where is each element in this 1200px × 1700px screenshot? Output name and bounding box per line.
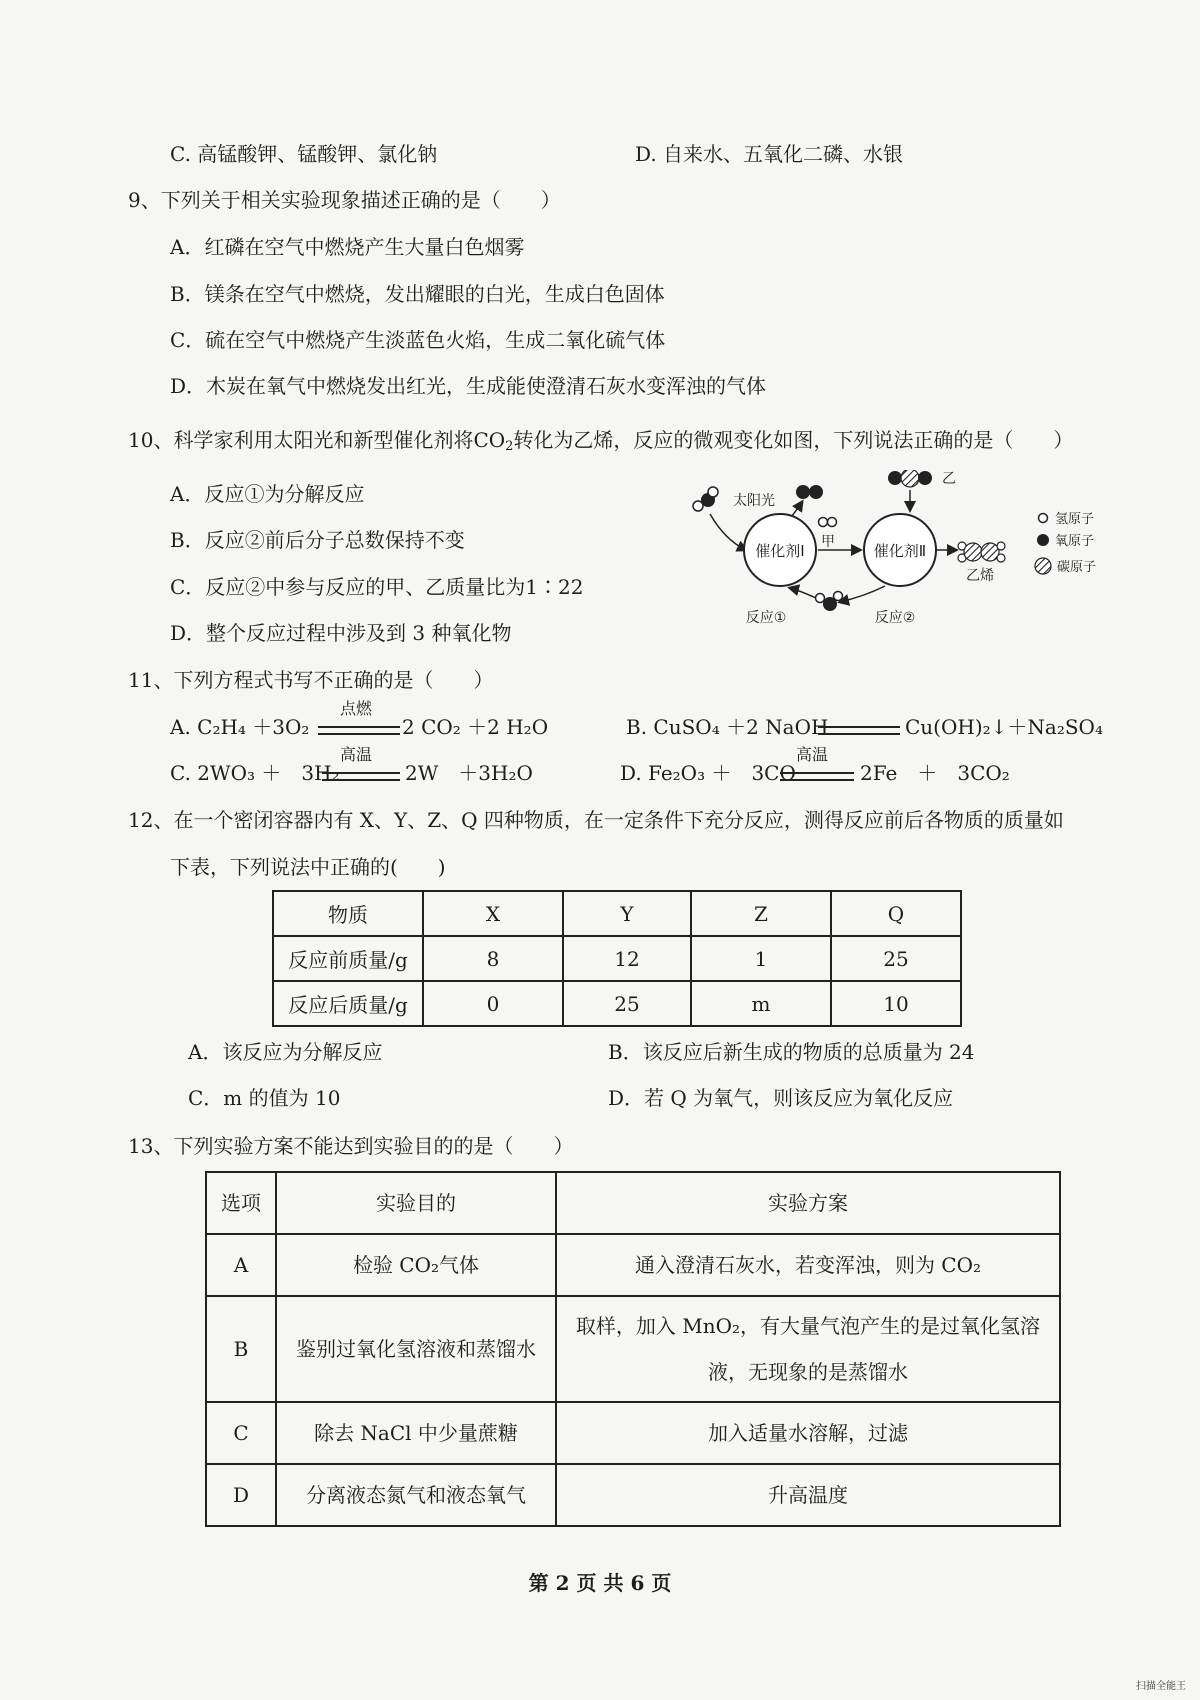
q10-stem-sub: 2 — [505, 439, 514, 454]
q9-option-b: B．镁条在空气中燃烧，发出耀眼的白光，生成白色固体 — [170, 282, 665, 306]
table-row — [206, 1234, 1060, 1296]
legend-hydrogen: 氢原子 — [1055, 512, 1095, 527]
q11-d-lhs: D. Fe₂O₃ ＋ 3CO — [620, 761, 796, 785]
q12-option-c: C．m 的值为 10 — [188, 1086, 341, 1110]
q11-a-equals — [318, 726, 400, 735]
ethylene-molecule-icon — [958, 542, 1005, 562]
q10-stem — [128, 426, 1073, 454]
table-cell: 0 — [423, 981, 563, 1026]
hydrogen-atom-icon — [1039, 514, 1048, 523]
table-cell: 8 — [423, 936, 563, 981]
reaction-1-label: 反应① — [745, 610, 787, 626]
q11-c-equals — [322, 772, 400, 781]
table-header-cell: 物质 — [273, 891, 423, 936]
table-cell: 1 — [691, 936, 831, 981]
table-header-cell: Z — [691, 891, 831, 936]
water-molecule-icon — [816, 592, 843, 612]
q9-stem: 9、下列关于相关实验现象描述正确的是（ ） — [128, 188, 561, 212]
table-cell: 除去 NaCl 中少量蔗糖 — [276, 1402, 556, 1464]
table-header-cell: Y — [563, 891, 691, 936]
table-cell: 分离液态氮气和液态氧气 — [276, 1464, 556, 1526]
q11-a-condition: 点燃 — [340, 699, 373, 718]
q13-stem: 13、下列实验方案不能达到实验目的的是（ ） — [128, 1134, 574, 1158]
yi-label: 乙 — [942, 471, 956, 487]
sunlight-label: 太阳光 — [733, 493, 775, 509]
table-cell: 鉴别过氧化氢溶液和蒸馏水 — [276, 1296, 556, 1402]
table-cell: 通入澄清石灰水，若变浑浊，则为 CO₂ — [556, 1234, 1060, 1296]
q11-b-rhs: Cu(OH)₂↓＋Na₂SO₄ — [905, 715, 1103, 739]
ethylene-label: 乙烯 — [966, 568, 994, 584]
table-cell: 12 — [563, 936, 691, 981]
table-cell: 10 — [831, 981, 961, 1026]
q11-d-rhs: 2Fe ＋ 3CO₂ — [860, 761, 1010, 785]
q9-option-a: A．红磷在空气中燃烧产生大量白色烟雾 — [170, 235, 525, 259]
table-header-cell: X — [423, 891, 563, 936]
h2o-molecule-icon — [693, 487, 718, 511]
q10-option-b: B．反应②前后分子总数保持不变 — [170, 528, 465, 552]
table-cell: 升高温度 — [556, 1464, 1060, 1526]
page-footer: 第 2 页 共 6 页 — [528, 1571, 672, 1595]
legend-oxygen: 氧原子 — [1055, 534, 1095, 549]
table-header-row — [273, 891, 961, 936]
q12-stem-line2: 下表，下列说法中正确的( ) — [170, 855, 446, 879]
q11-d-condition: 高温 — [796, 745, 829, 764]
table-cell: 反应前质量/g — [273, 936, 423, 981]
q12-option-a: A．该反应为分解反应 — [188, 1040, 383, 1064]
h2-molecule-icon — [819, 518, 837, 527]
q10-stem-post: 转化为乙烯，反应的微观变化如图，下列说法正确的是（ ） — [513, 428, 1074, 452]
q12-option-b: B．该反应后新生成的物质的总质量为 24 — [608, 1040, 975, 1064]
table-row — [273, 936, 961, 981]
q10-option-a: A．反应①为分解反应 — [170, 482, 365, 506]
q8-option-d: D. 自来水、五氧化二磷、水银 — [635, 142, 904, 166]
q11-c-lhs: C. 2WO₃ ＋ 3H₂ — [170, 761, 340, 785]
table-cell: 反应后质量/g — [273, 981, 423, 1026]
table-row — [206, 1402, 1060, 1464]
q11-c-rhs: 2W ＋3H₂O — [405, 761, 533, 785]
table-cell: 加入适量水溶解，过滤 — [556, 1402, 1060, 1464]
o2-molecule-icon — [796, 485, 823, 499]
q9-option-c: C．硫在空气中燃烧产生淡蓝色火焰，生成二氧化硫气体 — [170, 328, 666, 352]
q10-option-d: D．整个反应过程中涉及到 3 种氧化物 — [170, 621, 512, 645]
q11-a-rhs: 2 CO₂ ＋2 H₂O — [402, 715, 549, 739]
table-cell: C — [206, 1402, 276, 1464]
table-cell: 取样，加入 MnO₂，有大量气泡产生的是过氧化氢溶液，无现象的是蒸馏水 — [556, 1296, 1060, 1402]
table-row — [206, 1464, 1060, 1526]
table-header-cell: Q — [831, 891, 961, 936]
q11-b-equals — [818, 726, 900, 735]
q10-option-c: C．反应②中参与反应的甲、乙质量比为1∶22 — [170, 575, 584, 599]
table-header-cell: 选项 — [206, 1172, 276, 1234]
q11-b-lhs: B. CuSO₄ ＋2 NaOH — [626, 715, 829, 739]
catalyst-1-label: 催化剂Ⅰ — [755, 542, 805, 560]
q12-option-d: D．若 Q 为氧气，则该反应为氧化反应 — [608, 1086, 954, 1110]
table-cell: A — [206, 1234, 276, 1296]
q11-c-condition: 高温 — [340, 745, 373, 764]
q12-mass-table — [272, 890, 962, 1027]
table-cell: B — [206, 1296, 276, 1402]
table-cell: 检验 CO₂气体 — [276, 1234, 556, 1296]
q11-d-equals — [780, 772, 854, 781]
table-cell: 25 — [831, 936, 961, 981]
legend-carbon: 碳原子 — [1057, 560, 1097, 575]
q8-option-c: C. 高锰酸钾、锰酸钾、氯化钠 — [170, 142, 438, 166]
table-cell: D — [206, 1464, 276, 1526]
table-header-cell: 实验目的 — [276, 1172, 556, 1234]
table-row — [273, 981, 961, 1026]
oxygen-atom-icon — [1037, 534, 1049, 546]
table-cell: m — [691, 981, 831, 1026]
table-header-row — [206, 1172, 1060, 1234]
reaction-diagram — [680, 470, 1100, 630]
q13-experiment-table — [205, 1171, 1061, 1527]
table-row — [206, 1296, 1060, 1402]
q12-stem-line1: 12、在一个密闭容器内有 X、Y、Z、Q 四种物质，在一定条件下充分反应，测得反应前后各物质的质量如 — [128, 808, 1064, 832]
co2-molecule-icon — [888, 470, 932, 487]
jia-label: 甲 — [821, 534, 835, 550]
catalyst-2-label: 催化剂Ⅱ — [873, 542, 927, 560]
reaction-2-label: 反应② — [874, 610, 916, 626]
carbon-atom-icon — [1035, 558, 1051, 574]
table-cell: 25 — [563, 981, 691, 1026]
q11-stem: 11、下列方程式书写不正确的是（ ） — [128, 668, 494, 692]
q10-stem-pre: 10、科学家利用太阳光和新型催化剂将CO — [128, 428, 506, 452]
q11-a-lhs: A. C₂H₄ ＋3O₂ — [170, 715, 310, 739]
table-header-cell: 实验方案 — [556, 1172, 1060, 1234]
q9-option-d: D．木炭在氧气中燃烧发出红光，生成能使澄清石灰水变浑浊的气体 — [170, 374, 767, 398]
scanner-watermark: 扫描全能王 — [1136, 1681, 1186, 1692]
